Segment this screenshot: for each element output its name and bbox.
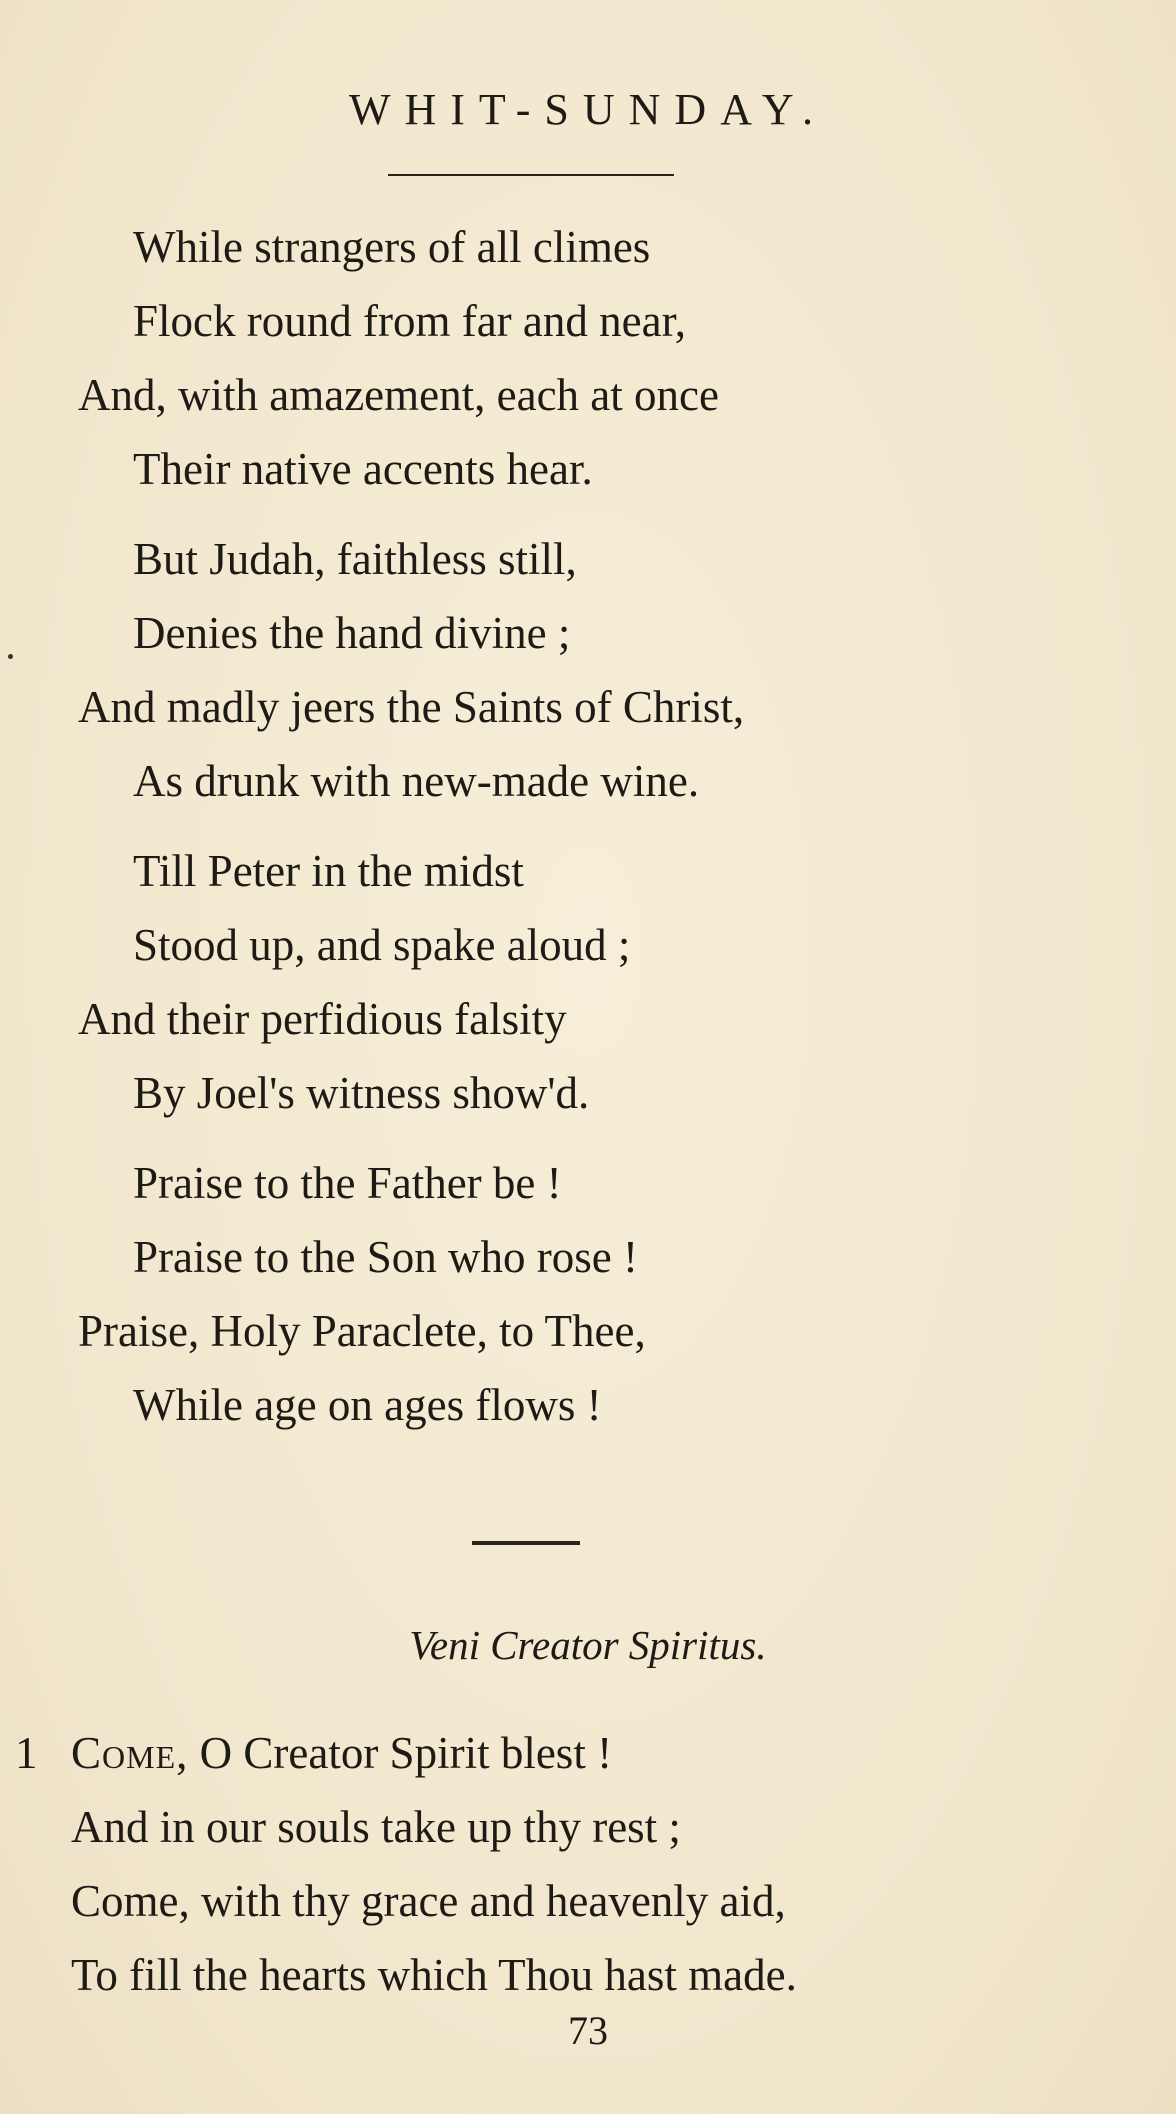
section-divider [472,1541,580,1545]
stanza-line: And, with amazement, each at once [78,370,719,420]
stanza-4 [0,1146,1176,1442]
stanza-line: By Joel's witness show'd. [133,1068,590,1118]
stanza-line: Praise to the Son who rose ! [133,1232,638,1282]
stanza-line: Their native accents hear. [133,444,593,494]
hymn-title: Veni Creator Spiritus. [409,1622,767,1668]
verse-line: To fill the hearts which Thou hast made. [71,1950,797,2000]
hymn-stanzas [0,210,1176,1458]
verse-line: Come, with thy grace and heavenly aid, [71,1876,786,1926]
stanza-line: While age on ages flows ! [133,1380,602,1430]
verse-first-line-rest: O Creator Spirit blest ! [188,1728,613,1778]
running-head: WHIT-SUNDAY. [348,85,828,134]
stanza-line: Praise, Holy Paraclete, to Thee, [78,1306,646,1356]
stanza-3 [0,834,1176,1130]
hymn-verse [0,1716,1176,2012]
stanza-line: Flock round from far and near, [133,296,687,346]
stanza-line: But Judah, faithless still, [133,534,577,584]
stanza-1 [0,210,1176,506]
verse-first-word: Come, [71,1728,189,1778]
stanza-line: Denies the hand divine ; [133,608,571,658]
stanza-line: Stood up, and spake aloud ; [133,920,631,970]
verse-first-line [0,1716,1176,1790]
stanza-2 [0,522,1176,818]
stanza-line: Praise to the Father be ! [133,1158,562,1208]
stanza-line: And their perfidious falsity [78,994,567,1044]
stanza-line: While strangers of all climes [133,222,651,272]
verse-line: And in our souls take up thy rest ; [71,1802,681,1852]
stanza-line: And madly jeers the Saints of Christ, [78,682,745,732]
stanza-line: As drunk with new-made wine. [133,756,700,806]
header-rule [388,174,674,176]
page-number: 73 [568,2008,608,2053]
verse-number: 1 [15,1728,38,1778]
stanza-line: Till Peter in the midst [133,846,524,896]
